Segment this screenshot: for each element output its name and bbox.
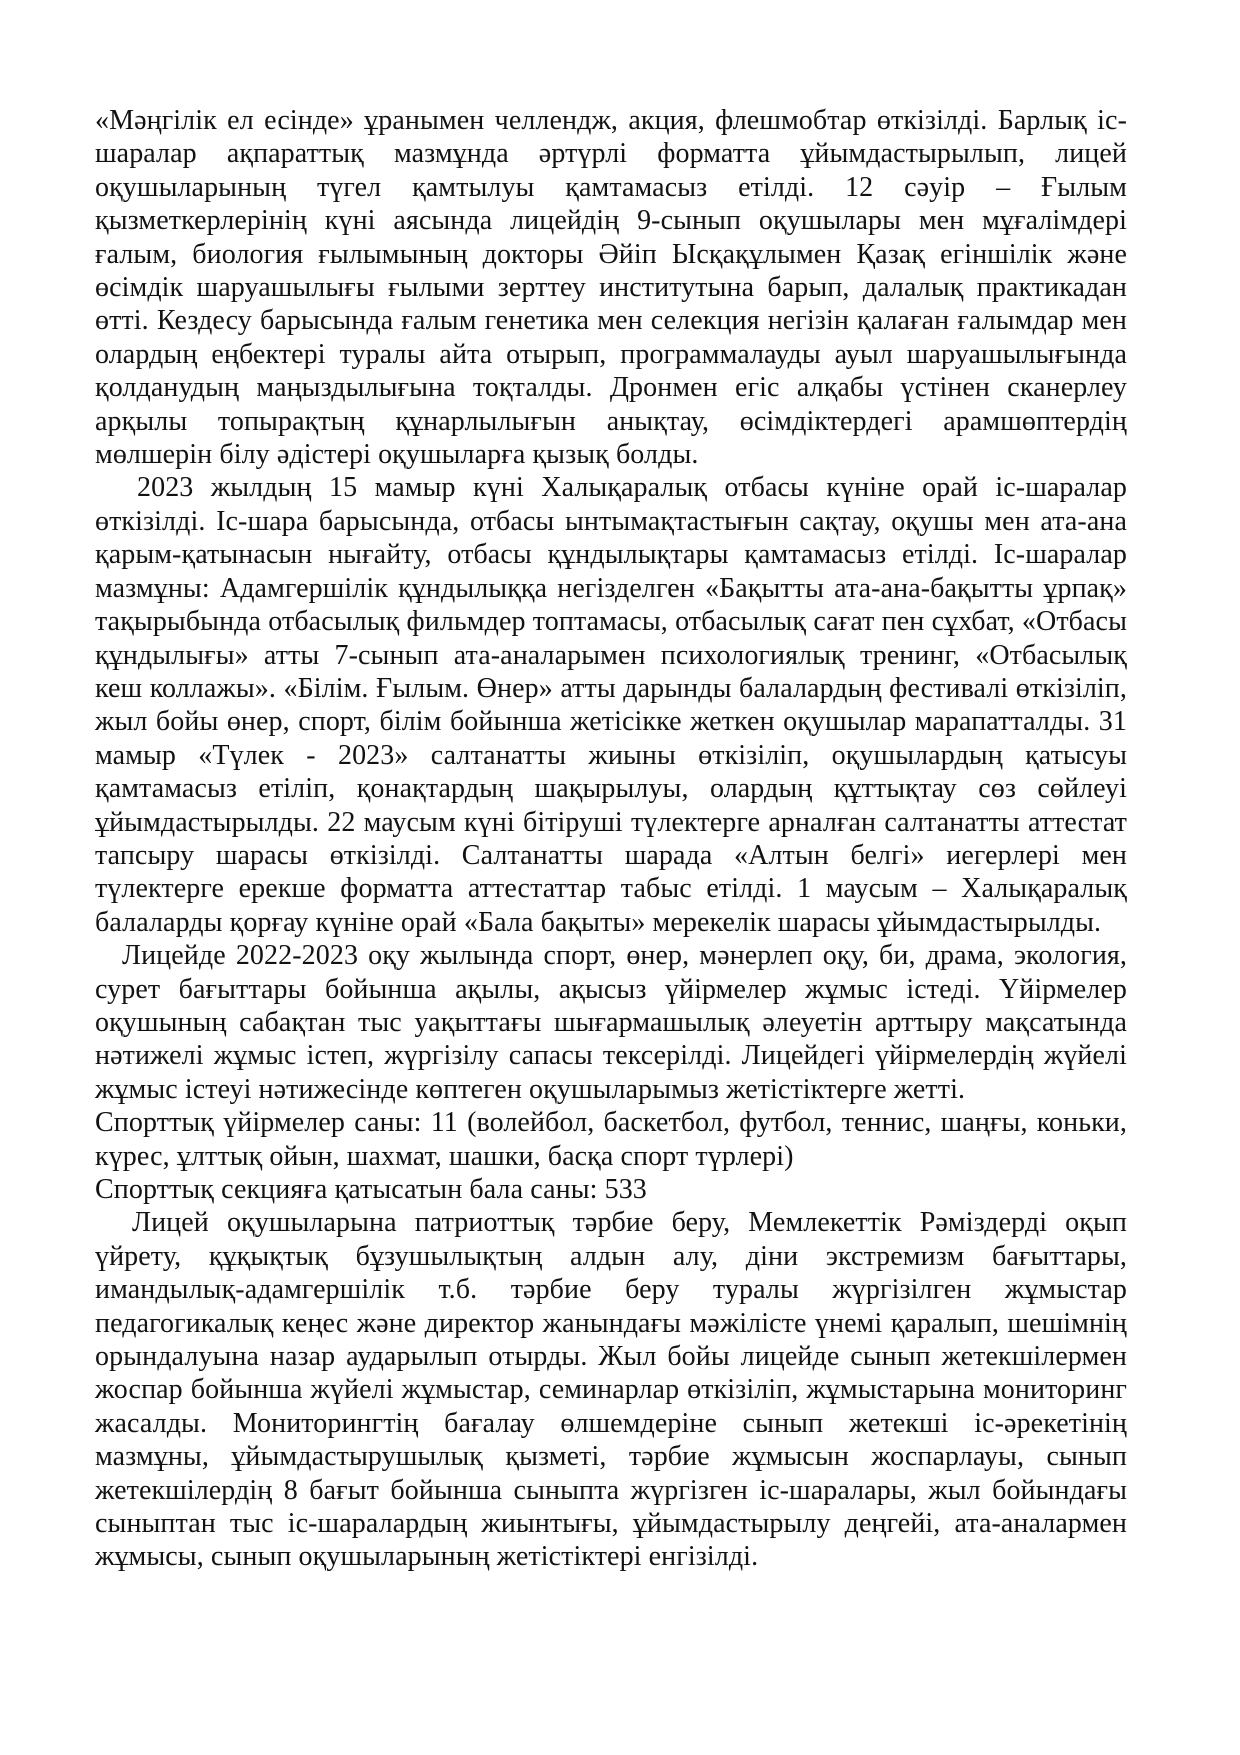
- paragraph-sport-section-participants: Спорттық секцияға қатысатын бала саны: 533: [95, 1174, 647, 1205]
- paragraph-patriotic-education: Лицей оқушыларына патриоттық тәрбие беру, Мемлекеттік Рәміздерді оқып үйрету, құқықтық бұзушылықтың алдын алу, діни экстремизм бағыттары, имандылық-адамгершілік т.б. тәрбие беру туралы жүргізілген жұмыстар педагогикалық кеңес және директор жанындағы мәжілісте үнемі қаралып, шешімнің орындалуына назар аударылып отырды. Жыл бойы лицейде сынып жетекшілермен жоспар бойынша жүйелі жұмыстар, семинарлар өткізіліп, жұмыстарына мониторинг жасалды. Мониторингтің бағалау өлшемдеріне сынып жетекші іс-әрекетінің мазмұны, ұйымдастырушылық қызметі, тәрбие жұмысын жоспарлауы, сынып жетекшілердің 8 бағыт бойынша сыныпта жүргізген іс-шаралары, жыл бойындағы сыныптан тыс іс-шаралардың жиынтығы, ұйымдастырылу деңгейі, ата-аналармен жұмысы, сынып оқушыларының жетістіктері енгізілді.: [95, 1207, 1127, 1573]
- paragraph-clubs: Лицейде 2022-2023 оқу жылында спорт, өнер, мәнерлеп оқу, би, драма, экология, сурет бағыттары бойынша ақылы, ақысыз үйірмелер жұмыс істеді. Үйірмелер оқушының сабақтан тыс уақыттағы шығармашылық әлеуетін арттыру мақсатында нәтижелі жұмыс істеп, жүргізілу сапасы тексерілді. Лицейдегі үйірмелердің жүйелі жұмыс істеуі нәтижесінде көптеген оқушыларымыз жетістіктерге жетті.: [95, 940, 1127, 1105]
- document-text-block: [95, 104, 1127, 1574]
- paragraph-sport-clubs-count: Спорттық үйірмелер саны: 11 (волейбол, баскетбол, футбол, теннис, шаңғы, коньки, күрес, ұлттық ойын, шахмат, шашки, басқа спорт түрлері): [95, 1107, 1127, 1172]
- paragraph-family-day: 2023 жылдың 15 мамыр күні Халықаралық отбасы күніне орай іс-шаралар өткізілді. Іс-шара барысында, отбасы ынтымақтастығын сақтау, оқушы мен ата-ана қарым-қатынасын нығайту, отбасы құндылықтары қамтамасыз етілді. Іс-шаралар мазмұны: Адамгершілік құндылыққа негізделген «Бақытты ата-ана-бақытты ұрпақ» тақырыбында отбасылық фильмдер топтамасы, отбасылық сағат пен сұхбат, «Отбасы құндылығы» атты 7-сынып ата-аналарымен психологиялық тренинг, «Отбасылық кеш коллажы». «Білім. Ғылым. Өнер» атты дарынды балалардың фестивалі өткізіліп, жыл бойы өнер, спорт, білім бойынша жетісікке жеткен оқушылар марапатталды. 31 мамыр «Түлек - 2023» салтанатты жиыны өткізіліп, оқушылардың қатысуы қамтамасыз етіліп, қонақтардың шақырылуы, олардың құттықтау сөз сөйлеуі ұйымдастырылды. 22 маусым күні бітіруші түлектерге арналған салтанатты аттестат тапсыру шарасы өткізілді. Салтанатты шарада «Алтын белгі» иегерлері мен түлектерге ерекше форматта аттестаттар табыс етілді. 1 маусым – Халықаралық балаларды қорғау күніне орай «Бала бақыты» мерекелік шарасы ұйымдастырылды.: [95, 472, 1127, 938]
- paragraph-events-challenge: «Мәңгілік ел есінде» ұранымен челлендж, акция, флешмобтар өткізілді. Барлық іс-шаралар ақпараттық мазмұнда әртүрлі форматта ұйымдастырылып, лицей оқушыларының түгел қамтылуы қамтамасыз етілді. 12 сәуір – Ғылым қызметкерлерінің күні аясында лицейдің 9-сынып оқушылары мен мұғалімдері ғалым, биология ғылымының докторы Әйіп Ысқақұлымен Қазақ егіншілік және өсімдік шаруашылығы ғылыми зерттеу институтына барып, далалық практикадан өтті. Кездесу барысында ғалым генетика мен селекция негізін қалаған ғалымдар мен олардың еңбектері туралы айта отырып, программалауды ауыл шаруашылығында қолданудың маңыздылығына тоқталды. Дронмен егіс алқабы үстінен сканерлеу арқылы топырақтың құнарлылығын анықтау, өсімдіктердегі арамшөптердің мөлшерін білу әдістері оқушыларға қызық болды.: [95, 105, 1127, 471]
